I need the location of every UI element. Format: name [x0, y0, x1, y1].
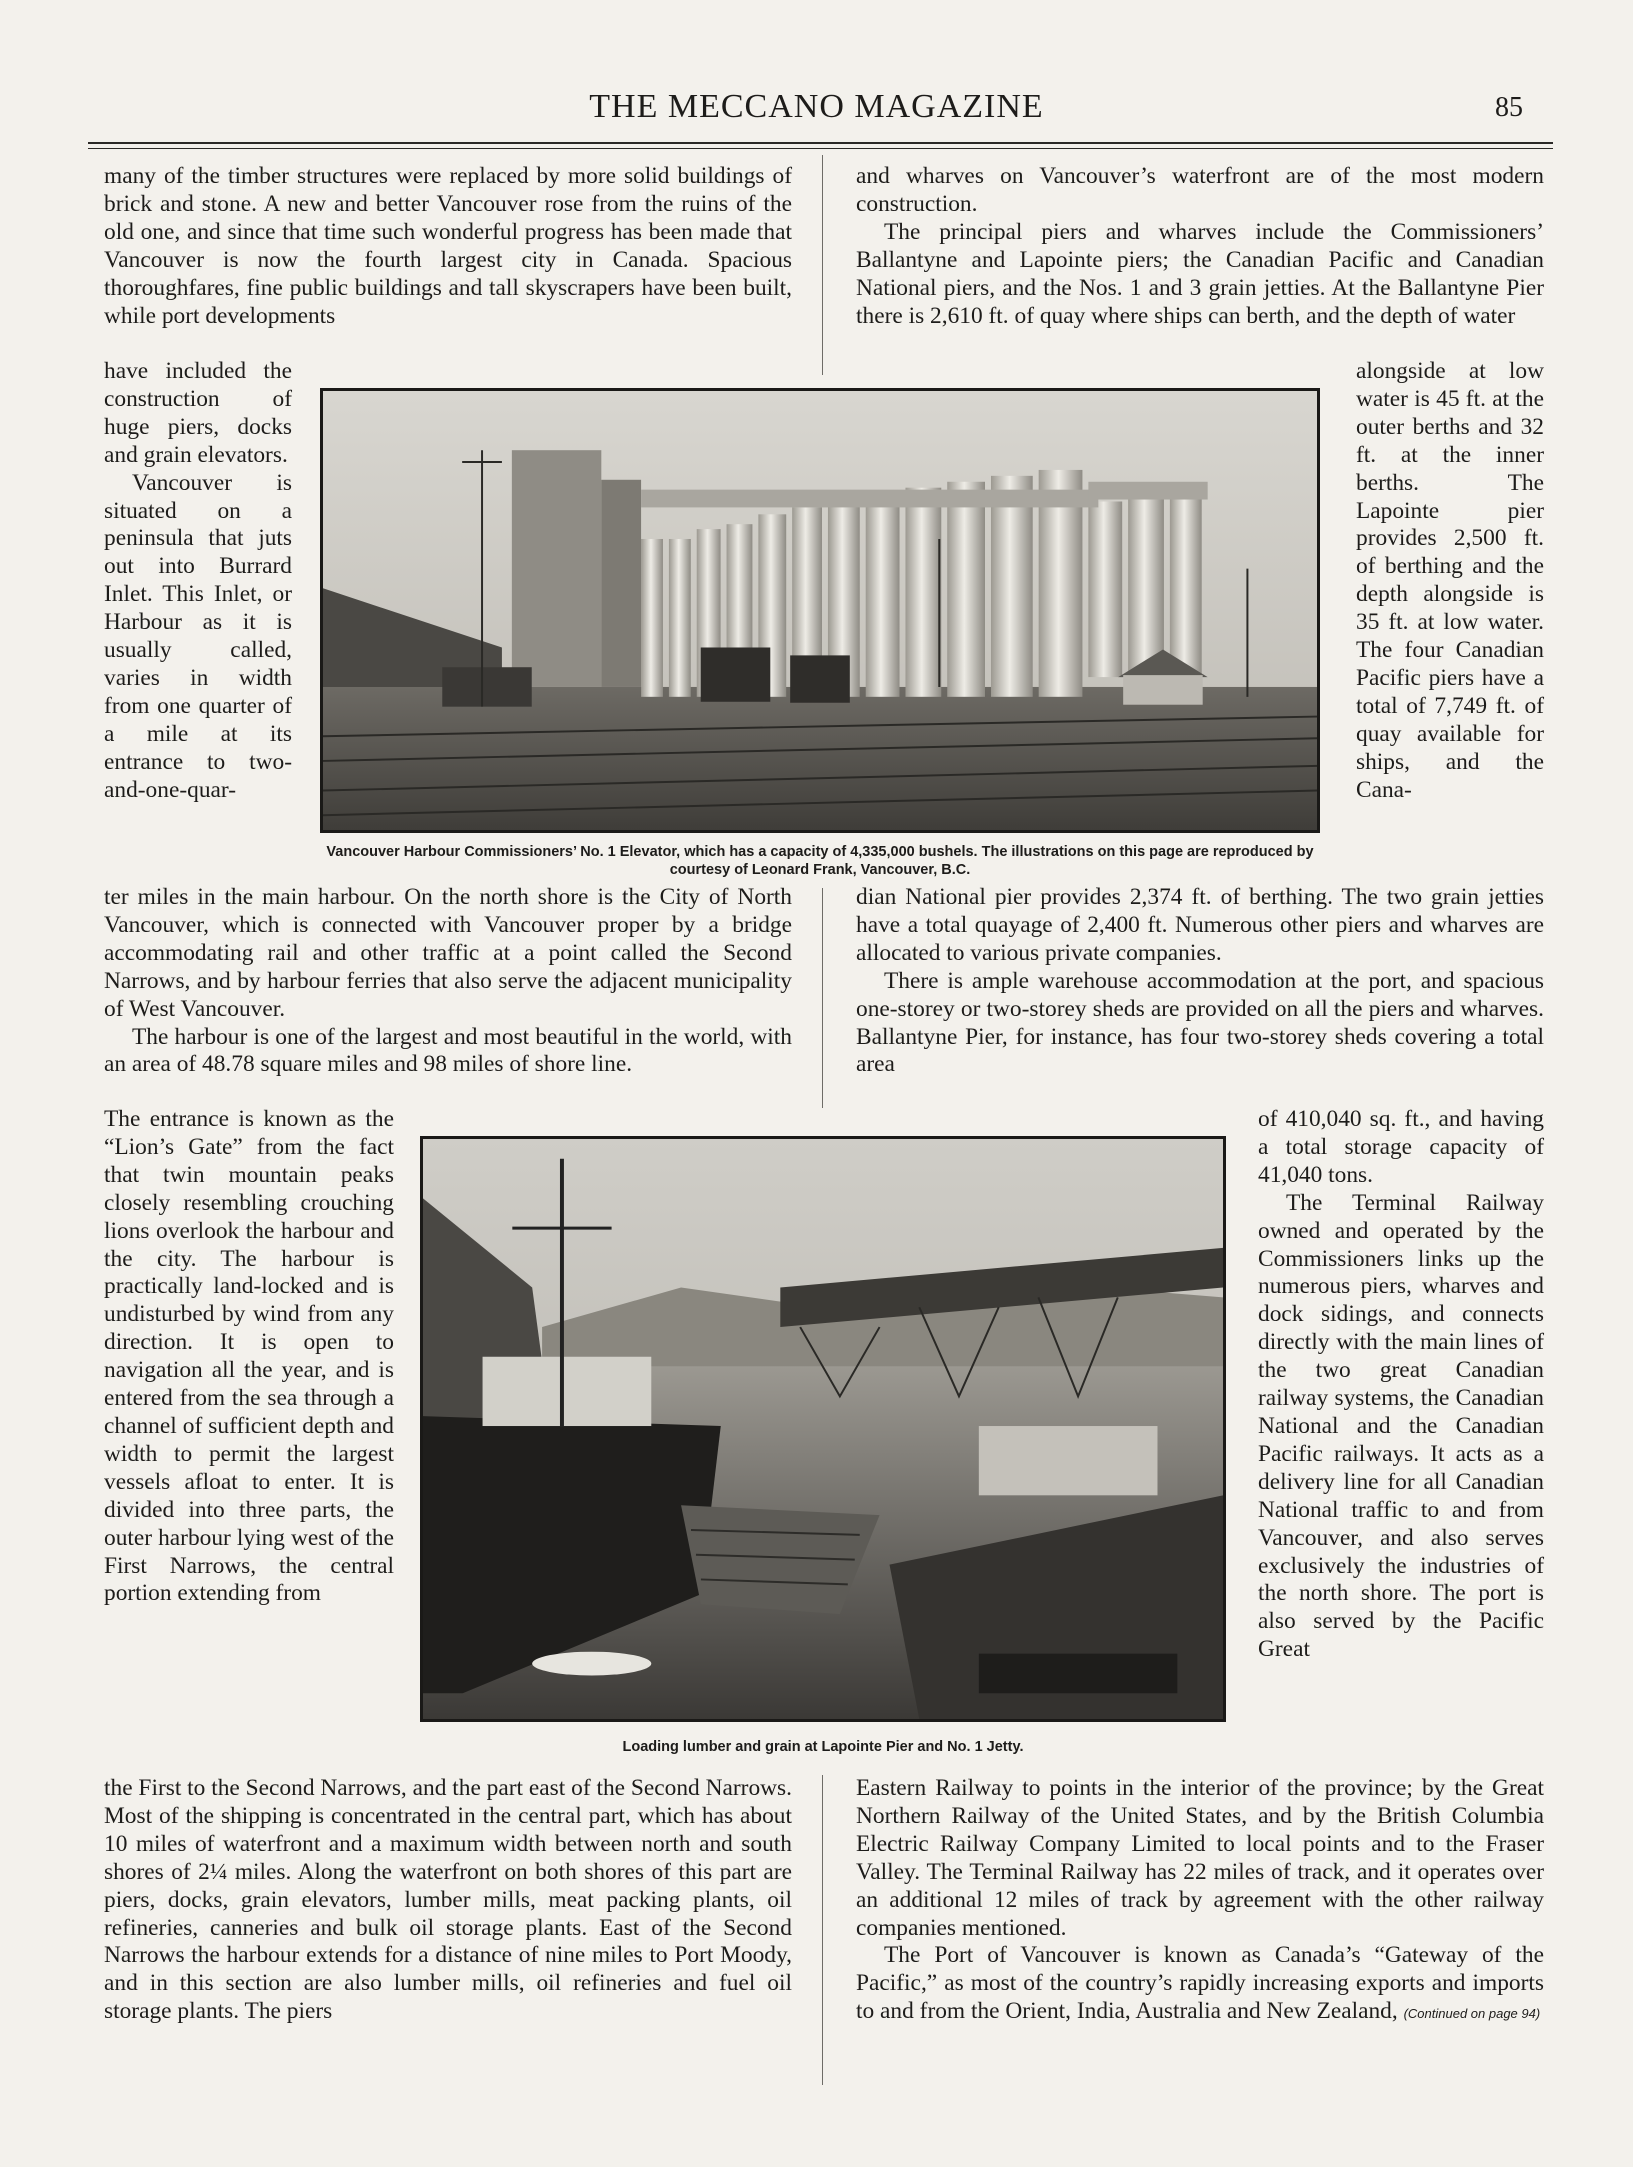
paragraph: The principal piers and wharves include the Commissioners’ Ballantyne and Lapointe piers; the Canadian Pacific and Canadian National piers, and the Nos. 1 and 3 grain jetties. At the Ballantyne Pier there is 2,610 ft. of quay where ships can berth, and the depth of water	[856, 218, 1544, 329]
paragraph: The harbour is one of the largest and most beautiful in the world, with an area of 48.78 square miles and 98 miles of shore line.	[104, 1023, 792, 1078]
lumber-loading-photo	[420, 1136, 1226, 1722]
paragraph: The entrance is known as the “Lion’s Gate” from the fact that twin mountain peaks closely resembling crouching lions overlook the harbour and the city. The harbour is practically land-locked and is undisturbed by wind from any direction. It is open to navigation all the year, and is entered from the sea through a channel of sufficient depth and width to permit the largest vessels afloat to enter. It is divided into three parts, the outer harbour lying west of the First Narrows, the central portion extending from	[104, 1106, 394, 1607]
paragraph: dian National pier provides 2,374 ft. of berthing. The two grain jetties have a total quayage of 2,400 ft. Numerous other piers and wharves are allocated to various private companies.	[856, 884, 1544, 966]
continued-note: (Continued on page 94)	[1403, 2006, 1541, 2022]
right-column-bottom	[856, 1775, 1544, 2028]
paragraph: There is ample warehouse accommodation at the port, and spacious one-storey or two-storey sheds are provided on all the piers and wharves. Ballantyne Pier, for instance, has four two-storey sheds covering a total area	[856, 967, 1544, 1078]
paragraph	[856, 1942, 1544, 2028]
header-rule	[88, 142, 1553, 144]
left-column-bottom	[104, 1775, 792, 2026]
column-divider	[822, 155, 823, 375]
paragraph: of 410,040 sq. ft., and having a total storage capacity of 41,040 tons.	[1258, 1106, 1544, 1188]
left-column-top	[104, 163, 792, 330]
paragraph: and wharves on Vancouver’s waterfront are of the most modern construction.	[856, 163, 1544, 217]
right-column-wrap-1	[1356, 358, 1544, 805]
paragraph: ter miles in the main harbour. On the north shore is the City of North Vancouver, which is connected with Vancouver proper by a bridge accommodating rail and other traffic at a point called the Second Narrows, and by harbour ferries that also serve the adjacent municipality of West Vancouver.	[104, 884, 792, 1022]
grain-elevator-photo	[320, 388, 1320, 833]
photo-caption: Loading lumber and grain at Lapointe Pier and No. 1 Jetty.	[622, 1739, 1024, 1755]
right-column-middle	[856, 884, 1544, 1079]
header-rule-thin	[88, 148, 1553, 149]
paragraph: The Terminal Railway owned and operated by the Commissioners links up the numerous piers, wharves and dock sidings, and connects directly with the main lines of the two great Canadian railway systems, the Canadian National and the Canadian Pacific railways. It acts as a delivery line for all Canadian National traffic to and from Vancouver, and also serves exclusively the industries of the north shore. The port is also served by the Pacific Great	[1258, 1189, 1544, 1663]
column-divider	[822, 888, 823, 1108]
page-title: THE MECCANO MAGAZINE	[589, 88, 1044, 125]
page-number: 85	[1495, 92, 1523, 123]
paragraph: Vancouver is situated on a peninsula that juts out into Burrard Inlet. This Inlet, or Harbour as it is usually called, varies in width from one quarter of a mile at its entrance to two-and-one-quar-	[104, 469, 292, 803]
paragraph: many of the timber structures were replaced by more solid buildings of brick and stone. A new and better Vancouver rose from the ruins of the old one, and since that time such wonderful progress has been made that Vancouver is now the fourth largest city in Canada. Spacious thoroughfares, fine public buildings and tall skyscrapers have been built, while port developments	[104, 163, 792, 329]
paragraph: alongside at low water is 45 ft. at the outer berths and 32 ft. at the inner berths. The Lapointe pier provides 2,500 ft. of berthing and the depth alongside is 35 ft. at low water. The four Canadian Pacific piers have a total of 7,749 ft. of quay available for ships, and the Cana-	[1356, 358, 1544, 803]
right-column-wrap-2	[1258, 1106, 1544, 1664]
paragraph-text: The Port of Vancouver is known as Canada’s “Gateway of the Pacific,” as most of the country’s rapidly increasing exports and imports to and from the Orient, India, Australia and New Zealand,	[856, 1942, 1544, 2025]
right-column-top	[856, 163, 1544, 330]
paragraph: have included the construction of huge piers, docks and grain elevators.	[104, 358, 292, 468]
left-column-wrap-1	[104, 358, 292, 805]
paragraph: Eastern Railway to points in the interior of the province; by the Great Northern Railway of the United States, and by the British Columbia Electric Railway Company Limited to local points and to the Fraser Valley. The Terminal Railway has 22 miles of track, and it operates over an additional 12 miles of track by agreement with the other railway companies mentioned.	[856, 1775, 1544, 1941]
photo-caption: Vancouver Harbour Commissioners’ No. 1 Elevator, which has a capacity of 4,335,000 bushels. The illustrations on this page are reproduced by courtesy of Leonard Frank, Vancouver, B.C.	[326, 844, 1314, 878]
paragraph: the First to the Second Narrows, and the part east of the Second Narrows. Most of the shipping is concentrated in the central part, which has about 10 miles of waterfront and a maximum width between north and south shores of 2¼ miles. Along the waterfront on both shores of this part are piers, docks, grain elevators, lumber mills, meat packing plants, oil refineries, canneries and bulk oil storage plants. East of the Second Narrows the harbour extends for a distance of nine miles to Port Moody, and in this section are also lumber mills, oil refineries and fuel oil storage plants. The piers	[104, 1775, 792, 2025]
column-divider	[822, 1775, 823, 2085]
left-column-middle	[104, 884, 792, 1079]
left-column-wrap-2	[104, 1106, 394, 1608]
